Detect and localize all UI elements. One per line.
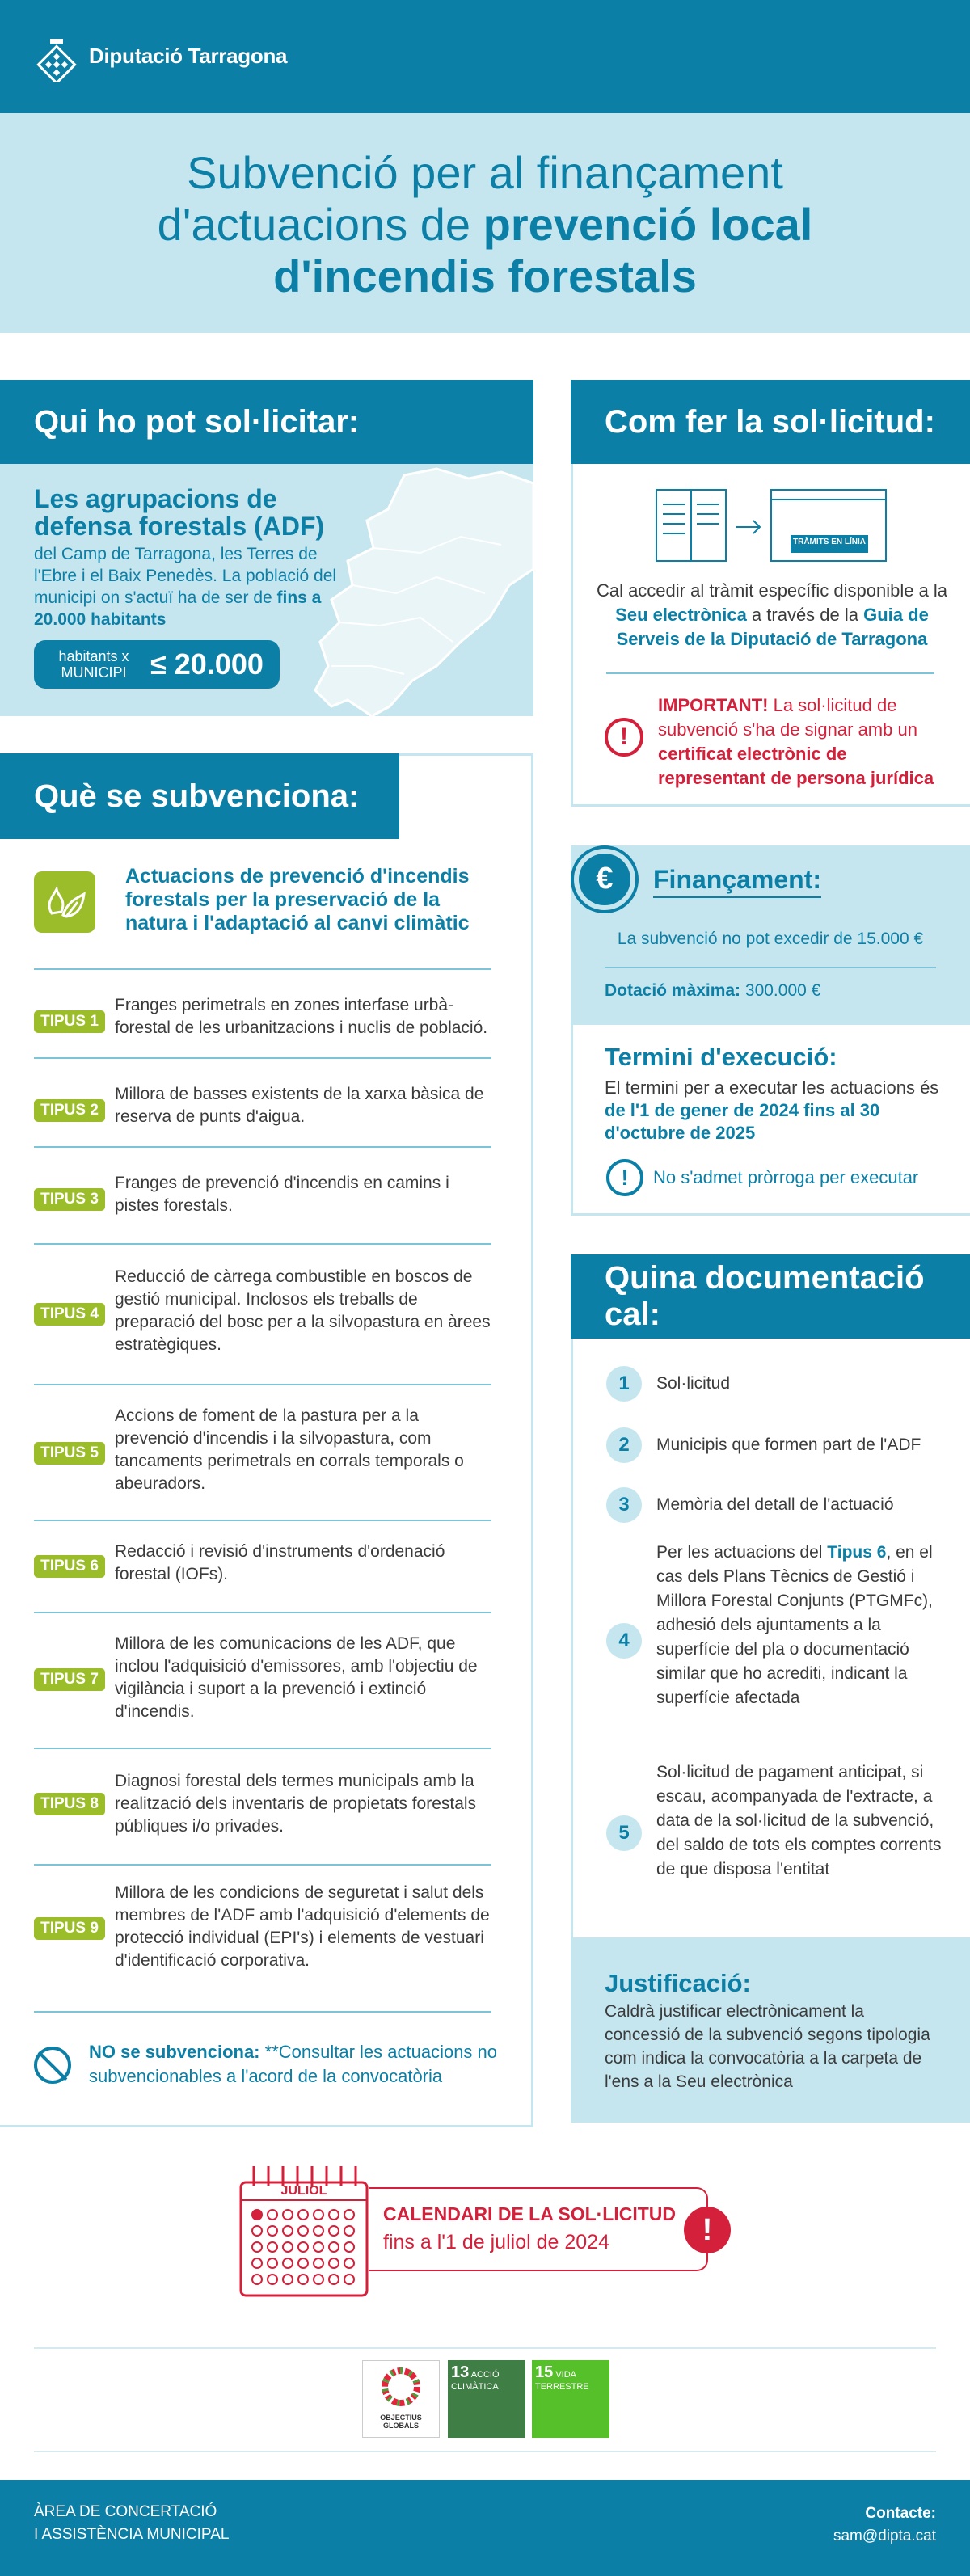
title-line-2 <box>81 199 889 251</box>
financing-heading: Finançament: <box>653 865 821 898</box>
not-subsidized-text: **Consultar les actuacions no subvencionables a l'acord de la convocatòria <box>89 2042 498 2086</box>
doc-number: 4 <box>606 1623 642 1659</box>
sdg-label: VIDA TERRESTRE <box>535 2370 589 2392</box>
type-badge: TIPUS 2 <box>34 1099 105 1122</box>
doc-number: 1 <box>606 1366 642 1402</box>
logo-icon <box>34 37 79 82</box>
qui-description-text: del Camp de Tarragona, les Terres de l'Ebre i el Baix Penedès. La població del municipi on s'actuï ha de ser de <box>34 545 337 607</box>
sdg-global-goals-logo <box>362 2360 440 2438</box>
docs-heading: Quina documentació cal: <box>571 1254 970 1339</box>
type-text: Accions de foment de la pastura per a la prevenció d'incendis i la silvopastura, com tancaments perimetrals en corrals temporals o abeuradors. <box>115 1406 464 1493</box>
type-badge: TIPUS 5 <box>34 1442 105 1465</box>
type-text: Diagnosi forestal dels termes municipals amb la realització dels inventaris de propietats forestals públiques i/o privades. <box>115 1772 477 1836</box>
termini-heading: Termini d'execució: <box>605 1043 837 1071</box>
title-line-2-b: prevenció local <box>483 199 813 250</box>
contact-label: Contacte: <box>865 2505 936 2522</box>
divider <box>34 2451 936 2452</box>
doc-text: Sol·licitud <box>656 1374 731 1393</box>
doc-number: 3 <box>606 1487 642 1523</box>
population-label: habitants x MUNICIPI <box>58 648 129 681</box>
type-item-4 <box>34 1243 491 1377</box>
type-badge: TIPUS 4 <box>34 1303 105 1326</box>
termini-text-a: El termini per a executar les actuacions és <box>605 1077 939 1098</box>
type-item-3 <box>34 1146 491 1235</box>
sdg-13-logo <box>448 2360 525 2438</box>
com-text-c: a través de la <box>746 605 864 625</box>
type-item-6 <box>34 1520 491 1604</box>
doc-number: 2 <box>606 1427 642 1463</box>
doc-text-c: , en el cas dels Plans Tècnics de Gestió i Millora Forestal Conjunts (PTGMFc), adhesió dels ajuntaments a la superfície del pla o documentació similar que ho acrediti, indicant la superfície afectada <box>656 1543 933 1707</box>
type-item-1 <box>34 968 491 1057</box>
calendar-pill <box>369 2187 708 2271</box>
sdg-wheel-icon <box>363 2361 439 2409</box>
termini-note: No s'admet pròrroga per executar <box>653 1167 919 1187</box>
footer-contact <box>833 2502 936 2548</box>
title-line-3: d'incendis forestals <box>273 251 697 301</box>
online-procedures-icon <box>655 488 889 566</box>
calendar-icon <box>239 2160 369 2297</box>
type-item-7 <box>34 1612 491 1748</box>
financing-max <box>605 981 820 1001</box>
guia-serveis-link[interactable]: Guia de Serveis de la Diputació de Tarragona <box>616 605 929 649</box>
type-text: Millora de les condicions de seguretat i salut dels membres de l'ADF amb l'adquisició d'elements de protecció individual (EPI's) i elements de vestuari d'identificació corporativa. <box>115 1883 490 1970</box>
doc-number: 5 <box>606 1815 642 1851</box>
important-note <box>658 694 957 791</box>
not-subsidized-label: NO se subvenciona: <box>89 2042 260 2062</box>
type-text: Millora de les comunicacions de les ADF, que inclou l'adquisició d'emissores, amb l'objectiu de vigilància i suport a la prevenció i extinció d'incendis. <box>115 1634 478 1721</box>
qui-who: Les agrupacions de defensa forestals (ADF) <box>34 484 325 541</box>
financing-max-label: Dotació màxima: <box>605 981 741 1000</box>
divider <box>605 967 936 968</box>
fire-leaf-icon <box>34 871 95 933</box>
com-heading: Com fer la sol·licitud: <box>571 380 970 464</box>
qui-heading: Qui ho pot sol·licitar: <box>0 380 534 464</box>
calendar-title: CALENDARI DE LA SOL·LICITUD <box>383 2203 677 2224</box>
footer-area-line-2: I ASSISTÈNCIA MUNICIPAL <box>34 2526 230 2543</box>
justification-heading: Justificació: <box>605 1969 751 1997</box>
type-item-5 <box>34 1384 491 1518</box>
alert-icon: ! <box>684 2207 731 2253</box>
important-certificate: certificat electrònic de representant de persona jurídica <box>658 744 934 788</box>
not-subsidized <box>89 2040 509 2089</box>
warning-icon: ! <box>605 718 643 757</box>
type-badge: TIPUS 1 <box>34 1010 105 1033</box>
divider <box>34 2347 936 2349</box>
title-line-1: Subvenció per al finançament <box>187 147 783 198</box>
doc-text: Memòria del detall de l'actuació <box>656 1495 894 1514</box>
online-procedures-button[interactable]: TRÀMITS EN LÍNIA <box>793 538 866 546</box>
doc-text <box>656 1541 947 1710</box>
que-heading: Què se subvenciona: <box>0 753 399 839</box>
type-badge: TIPUS 7 <box>34 1668 105 1691</box>
alert-icon: ! <box>606 1159 643 1196</box>
divider <box>606 672 934 674</box>
doc-text-a: Per les actuacions del <box>656 1543 828 1562</box>
financing-max-value: 300.000 € <box>740 981 821 1000</box>
sdg-number: 13 <box>451 2363 470 2381</box>
footer-area <box>34 2501 229 2546</box>
com-text <box>590 579 954 651</box>
calendar-day-dot <box>252 2210 262 2220</box>
euro-icon: € <box>579 854 630 905</box>
type-badge: TIPUS 6 <box>34 1555 105 1578</box>
type-text: Franges de prevenció d'incendis en camins i pistes forestals. <box>115 1174 449 1215</box>
sdg-number: 15 <box>535 2363 554 2381</box>
important-label: IMPORTANT! <box>658 695 769 715</box>
calendar-deadline: fins a l'1 de juliol de 2024 <box>383 2231 609 2253</box>
prohibited-icon <box>34 2047 71 2084</box>
category-title: Actuacions de prevenció d'incendis forestals per la preservació de la natura i l'adaptació al canvi climàtic <box>125 865 470 934</box>
seu-electronica-link[interactable]: Seu electrònica <box>615 605 747 625</box>
sdg-label: ACCIÓ CLIMÀTICA <box>451 2370 500 2392</box>
calendar-month: JULIOL <box>280 2184 327 2198</box>
termini-dates: de l'1 de gener de 2024 fins al 30 d'octubre de 2025 <box>605 1100 880 1143</box>
sdg-15-logo <box>532 2360 609 2438</box>
justification-text: Caldrà justificar electrònicament la concessió de la subvenció segons tipologia com indica la convocatòria a la carpeta de l'ens a la Seu electrònica <box>605 2002 930 2091</box>
type-text: Reducció de càrrega combustible en boscos de gestió municipal. Inclosos els treballs de preparació del bosc per a la silvopastura en àrees estratègiques. <box>115 1267 491 1354</box>
type-item-2 <box>34 1057 491 1146</box>
qui-description <box>34 543 341 630</box>
com-text-a: Cal accedir al tràmit específic disponible a la <box>596 580 948 601</box>
page-title <box>81 147 889 302</box>
type-badge: TIPUS 3 <box>34 1188 105 1211</box>
brand-name: Diputació Tarragona <box>89 44 288 68</box>
type-badge: TIPUS 8 <box>34 1793 105 1815</box>
population-value: ≤ 20.000 <box>150 647 264 681</box>
financing-limit: La subvenció no pot excedir de 15.000 € <box>617 930 924 948</box>
type-item-9 <box>34 1864 491 2013</box>
qui-description-bold: fins a 20.000 habitants <box>34 588 322 629</box>
type-text: Franges perimetrals en zones interfase urbà-forestal de les urbanitzacions i nuclis de població. <box>115 996 488 1037</box>
population-pill <box>34 640 280 689</box>
doc-text-b: Tipus 6 <box>827 1543 887 1562</box>
sdg-label: OBJECTIUS GLOBALS <box>380 2414 422 2430</box>
doc-text: Sol·licitud de pagament anticipat, si escau, acompanyada de l'extracte, a data de la sol·licitud de la subvenció, del saldo de tots els comptes corrents de que disposa l'entitat <box>656 1763 942 1878</box>
title-line-2-a: d'actuacions de <box>157 199 483 250</box>
type-item-8 <box>34 1748 491 1862</box>
contact-email[interactable]: sam@dipta.cat <box>833 2528 936 2544</box>
doc-text: Municipis que formen part de l'ADF <box>656 1436 922 1454</box>
important-text: La sol·licitud de subvenció s'ha de signar amb un <box>658 695 917 740</box>
type-text: Millora de basses existents de la xarxa bàsica de reserva de punts d'aigua. <box>115 1085 484 1126</box>
termini-text <box>605 1077 944 1145</box>
type-text: Redacció i revisió d'instruments d'ordenació forestal (IOFs). <box>115 1542 445 1583</box>
type-badge: TIPUS 9 <box>34 1917 105 1940</box>
footer-area-line-1: ÀREA DE CONCERTACIÓ <box>34 2503 217 2520</box>
